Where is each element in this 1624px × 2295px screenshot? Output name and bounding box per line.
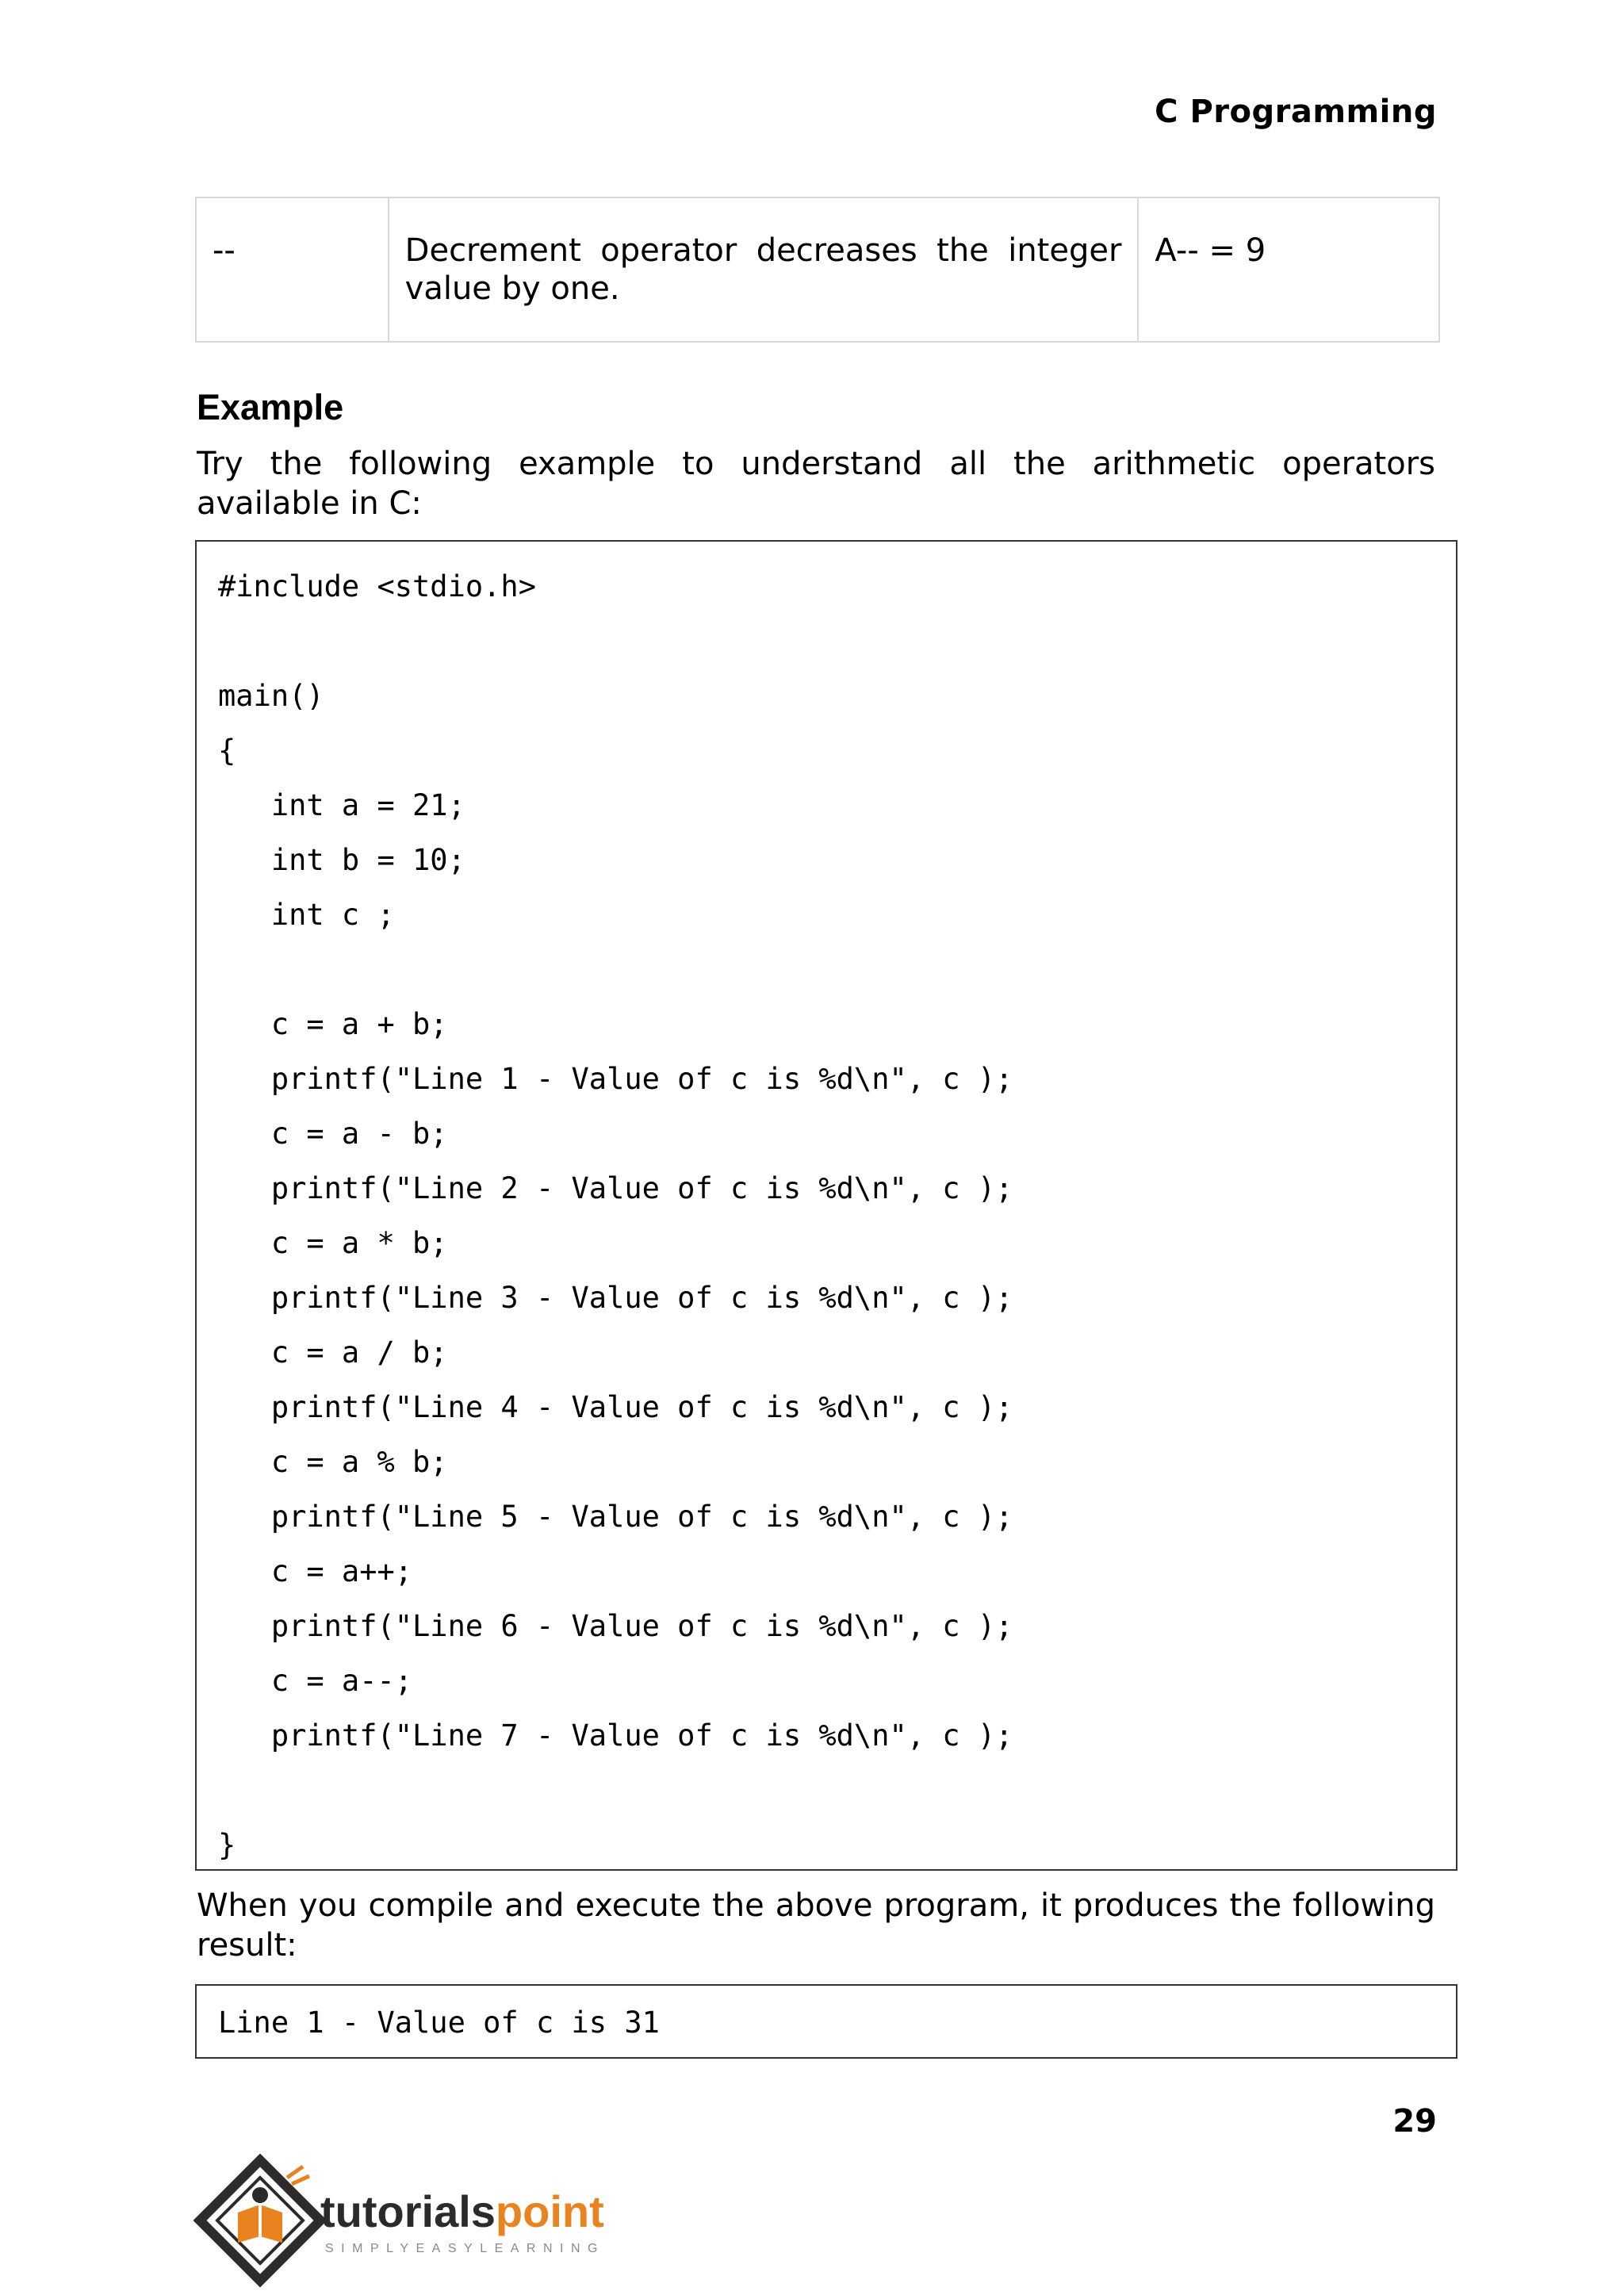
- code-text: #include <stdio.h> main() { int a = 21; int b = 10; int c ; c = a + b; printf("Line 1 - Value of c is %d\n", c ); c = a - b; printf("Line 2 - Value of c is %d\n", c ); c = a * b; printf("Line 3 - Value of c is %d\n", c ); c = a / b; printf("Line 4 - Value of c is %d\n", c ); c = a % b; printf("Line 5 - Value of c is %d\n", c ); c = a++; printf("Line 6 - Value of c is %d\n", c ); c = a--; printf("Line 7 - Value of c is %d\n", c ); }: [218, 569, 1013, 1862]
- logo-wordmark: tutorialspoint: [320, 2186, 604, 2236]
- operator-table: [195, 197, 1440, 343]
- output-text: Line 1 - Value of c is 31: [218, 2006, 660, 2040]
- running-header: C Programming: [1155, 94, 1437, 130]
- table-row: [196, 197, 1439, 342]
- description-cell: Decrement operator decreases the integer value by one.: [389, 197, 1139, 342]
- section-heading: Example: [197, 387, 344, 427]
- code-block: [195, 540, 1457, 1871]
- logo-emblem-icon: [200, 2160, 320, 2281]
- output-block: [195, 1984, 1457, 2059]
- tutorialspoint-logo: [193, 2154, 638, 2289]
- logo-tagline: SIMPLYEASYLEARNING: [325, 2242, 605, 2255]
- intro-paragraph: Try the following example to understand all the arithmetic operators available in C:: [197, 446, 1435, 522]
- page-number: 29: [1392, 2103, 1437, 2140]
- result-paragraph: When you compile and execute the above program, it produces the following result:: [197, 1887, 1435, 1964]
- example-cell: A-- = 9: [1138, 197, 1439, 342]
- operator-cell: --: [196, 197, 389, 342]
